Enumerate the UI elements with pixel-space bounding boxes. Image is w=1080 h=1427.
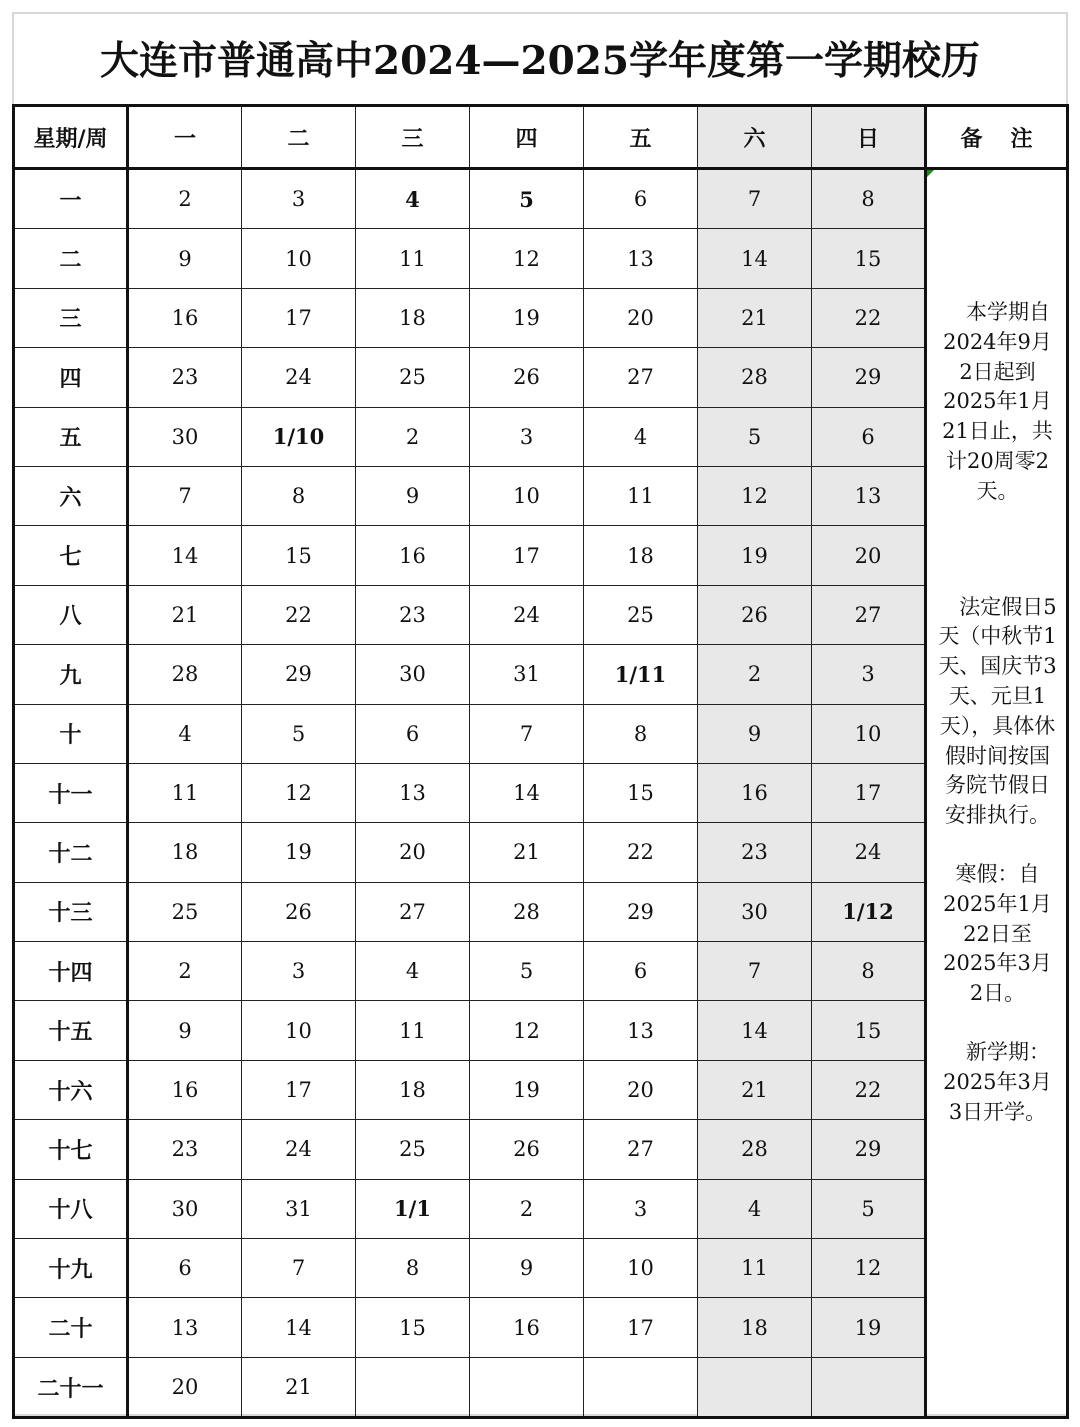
date-cell: 14: [470, 763, 584, 822]
week-number-cell: 十三: [14, 882, 128, 941]
date-cell: 24: [470, 585, 584, 644]
date-cell: 18: [356, 288, 470, 347]
date-cell: 18: [356, 1060, 470, 1119]
week-column-header: 星期/周: [14, 106, 128, 169]
date-cell: 27: [584, 348, 698, 407]
week-number-cell: 十九: [14, 1239, 128, 1298]
date-cell: 26: [242, 882, 356, 941]
notes-header: 备注: [926, 106, 1068, 169]
week-row: [14, 526, 1068, 585]
spacer: [937, 507, 1058, 593]
date-cell: 8: [584, 704, 698, 763]
date-cell: 23: [356, 585, 470, 644]
week-row: [14, 1001, 1068, 1060]
new-term-note: 新学期：2025年3月3日开学。: [943, 1039, 1052, 1124]
date-cell: 23: [698, 823, 812, 882]
day-header-thu: 四: [470, 106, 584, 169]
date-cell: 7: [470, 704, 584, 763]
date-cell: 16: [470, 1298, 584, 1357]
date-cell: 28: [128, 645, 242, 704]
date-cell: 1/1: [356, 1179, 470, 1238]
date-cell: 2: [128, 169, 242, 229]
date-cell: 8: [356, 1239, 470, 1298]
week-row: [14, 645, 1068, 704]
date-cell: 14: [698, 229, 812, 288]
week-number-cell: 一: [14, 169, 128, 229]
date-cell: 19: [242, 823, 356, 882]
date-cell: 13: [584, 1001, 698, 1060]
date-cell: 3: [584, 1179, 698, 1238]
date-cell: [584, 1357, 698, 1417]
date-cell: 19: [698, 526, 812, 585]
date-cell: 19: [812, 1298, 926, 1357]
week-row: [14, 763, 1068, 822]
date-cell: 16: [698, 763, 812, 822]
date-cell: 12: [698, 466, 812, 525]
date-cell: 9: [128, 1001, 242, 1060]
school-calendar-table: [12, 104, 1069, 1419]
week-row: [14, 585, 1068, 644]
day-header-fri: 五: [584, 106, 698, 169]
date-cell: 1/10: [242, 407, 356, 466]
comment-marker-icon: [927, 170, 934, 177]
day-header-mon: 一: [128, 106, 242, 169]
date-cell: 22: [812, 1060, 926, 1119]
date-cell: 18: [698, 1298, 812, 1357]
date-cell: 23: [128, 348, 242, 407]
date-cell: 20: [356, 823, 470, 882]
date-cell: 2: [698, 645, 812, 704]
date-cell: 26: [470, 1120, 584, 1179]
date-cell: 28: [698, 1120, 812, 1179]
date-cell: 1/11: [584, 645, 698, 704]
date-cell: 9: [356, 466, 470, 525]
date-cell: 31: [242, 1179, 356, 1238]
date-cell: 5: [812, 1179, 926, 1238]
date-cell: 3: [470, 407, 584, 466]
date-cell: 5: [470, 169, 584, 229]
day-header-sat: 六: [698, 106, 812, 169]
date-cell: 25: [356, 1120, 470, 1179]
holidays-note: 法定假日5天（中秋节1天、国庆节3天、元旦1天），具体休假时间按国务院节假日安排执行。: [938, 594, 1057, 828]
date-cell: 4: [128, 704, 242, 763]
date-cell: 19: [470, 1060, 584, 1119]
date-cell: 21: [470, 823, 584, 882]
date-cell: 6: [812, 407, 926, 466]
semester-dates-note: 本学期自2024年9月2日起到2025年1月21日止，共计20周零2天。: [942, 300, 1053, 503]
date-cell: 5: [242, 704, 356, 763]
week-row: [14, 1060, 1068, 1119]
week-row: [14, 1179, 1068, 1238]
date-cell: 11: [356, 229, 470, 288]
date-cell: 7: [128, 466, 242, 525]
date-cell: [698, 1357, 812, 1417]
day-header-sun: 日: [812, 106, 926, 169]
week-row: [14, 348, 1068, 407]
date-cell: 17: [470, 526, 584, 585]
week-number-cell: 十八: [14, 1179, 128, 1238]
date-cell: 28: [470, 882, 584, 941]
date-cell: 25: [584, 585, 698, 644]
date-cell: 20: [128, 1357, 242, 1417]
week-row: [14, 1298, 1068, 1357]
spacer: [937, 1009, 1058, 1038]
date-cell: 6: [584, 169, 698, 229]
date-cell: 11: [128, 763, 242, 822]
date-cell: 29: [812, 348, 926, 407]
week-number-cell: 二十: [14, 1298, 128, 1357]
notes-cell: [926, 169, 1068, 1418]
date-cell: 29: [584, 882, 698, 941]
date-cell: 12: [470, 1001, 584, 1060]
date-cell: 9: [128, 229, 242, 288]
date-cell: 17: [812, 763, 926, 822]
date-cell: 29: [812, 1120, 926, 1179]
day-header-tue: 二: [242, 106, 356, 169]
date-cell: 15: [812, 1001, 926, 1060]
date-cell: 27: [812, 585, 926, 644]
date-cell: 30: [128, 1179, 242, 1238]
day-header-wed: 三: [356, 106, 470, 169]
date-cell: 12: [242, 763, 356, 822]
week-row: [14, 229, 1068, 288]
date-cell: 10: [812, 704, 926, 763]
week-number-cell: 七: [14, 526, 128, 585]
date-cell: 15: [242, 526, 356, 585]
date-cell: 13: [584, 229, 698, 288]
date-cell: 6: [356, 704, 470, 763]
date-cell: 17: [242, 1060, 356, 1119]
date-cell: 14: [128, 526, 242, 585]
date-cell: 7: [242, 1239, 356, 1298]
week-number-cell: 十五: [14, 1001, 128, 1060]
date-cell: 12: [812, 1239, 926, 1298]
date-cell: [356, 1357, 470, 1417]
date-cell: 16: [128, 1060, 242, 1119]
week-number-cell: 十一: [14, 763, 128, 822]
date-cell: 14: [698, 1001, 812, 1060]
date-cell: 2: [470, 1179, 584, 1238]
date-cell: 3: [242, 942, 356, 1001]
week-row: [14, 882, 1068, 941]
date-cell: 13: [128, 1298, 242, 1357]
date-cell: 8: [812, 169, 926, 229]
date-cell: 23: [128, 1120, 242, 1179]
date-cell: 25: [356, 348, 470, 407]
week-number-cell: 八: [14, 585, 128, 644]
date-cell: 18: [584, 526, 698, 585]
week-number-cell: 四: [14, 348, 128, 407]
date-cell: 10: [584, 1239, 698, 1298]
week-row: [14, 823, 1068, 882]
date-cell: 31: [470, 645, 584, 704]
date-cell: 27: [584, 1120, 698, 1179]
date-cell: 3: [242, 169, 356, 229]
date-cell: 21: [242, 1357, 356, 1417]
date-cell: 25: [128, 882, 242, 941]
date-cell: 21: [698, 1060, 812, 1119]
date-cell: 15: [356, 1298, 470, 1357]
date-cell: 24: [242, 1120, 356, 1179]
date-cell: 11: [584, 466, 698, 525]
date-cell: 27: [356, 882, 470, 941]
date-cell: 21: [698, 288, 812, 347]
date-cell: 3: [812, 645, 926, 704]
date-cell: [470, 1357, 584, 1417]
date-cell: 4: [584, 407, 698, 466]
week-number-cell: 十七: [14, 1120, 128, 1179]
week-row: [14, 1120, 1068, 1179]
date-cell: 17: [242, 288, 356, 347]
date-cell: 28: [698, 348, 812, 407]
date-cell: 2: [356, 407, 470, 466]
date-cell: 10: [242, 1001, 356, 1060]
date-cell: 15: [584, 763, 698, 822]
date-cell: 7: [698, 942, 812, 1001]
date-cell: 5: [698, 407, 812, 466]
spacer: [937, 831, 1058, 860]
week-number-cell: 六: [14, 466, 128, 525]
week-number-cell: 九: [14, 645, 128, 704]
date-cell: 26: [698, 585, 812, 644]
week-row: [14, 942, 1068, 1001]
week-number-cell: 三: [14, 288, 128, 347]
date-cell: 8: [812, 942, 926, 1001]
date-cell: 7: [698, 169, 812, 229]
week-number-cell: 二十一: [14, 1357, 128, 1417]
winter-break-note: 寒假：自2025年1月22日至2025年3月2日。: [943, 861, 1052, 1006]
week-number-cell: 二: [14, 229, 128, 288]
date-cell: 8: [242, 466, 356, 525]
header-row: [14, 106, 1068, 169]
week-row: [14, 288, 1068, 347]
date-cell: 6: [128, 1239, 242, 1298]
date-cell: 17: [584, 1298, 698, 1357]
date-cell: 2: [128, 942, 242, 1001]
date-cell: 6: [584, 942, 698, 1001]
date-cell: 20: [584, 1060, 698, 1119]
date-cell: 22: [584, 823, 698, 882]
week-row: [14, 407, 1068, 466]
week-number-cell: 十: [14, 704, 128, 763]
date-cell: 29: [242, 645, 356, 704]
date-cell: 15: [812, 229, 926, 288]
date-cell: 16: [356, 526, 470, 585]
date-cell: 21: [128, 585, 242, 644]
date-cell: 9: [470, 1239, 584, 1298]
date-cell: 30: [698, 882, 812, 941]
date-cell: 20: [812, 526, 926, 585]
week-row: [14, 466, 1068, 525]
date-cell: 9: [698, 704, 812, 763]
date-cell: 24: [812, 823, 926, 882]
date-cell: 1/12: [812, 882, 926, 941]
date-cell: 18: [128, 823, 242, 882]
week-row: [14, 704, 1068, 763]
date-cell: 4: [698, 1179, 812, 1238]
week-number-cell: 十二: [14, 823, 128, 882]
date-cell: 22: [242, 585, 356, 644]
date-cell: 10: [242, 229, 356, 288]
week-number-cell: 五: [14, 407, 128, 466]
date-cell: 10: [470, 466, 584, 525]
date-cell: 11: [356, 1001, 470, 1060]
date-cell: 14: [242, 1298, 356, 1357]
date-cell: 13: [812, 466, 926, 525]
date-cell: 11: [698, 1239, 812, 1298]
page-title: 大连市普通高中2024—2025学年度第一学期校历: [99, 38, 981, 84]
date-cell: 4: [356, 169, 470, 229]
date-cell: 4: [356, 942, 470, 1001]
week-row: [14, 1357, 1068, 1417]
date-cell: 20: [584, 288, 698, 347]
week-row: [14, 169, 1068, 229]
date-cell: 22: [812, 288, 926, 347]
date-cell: [812, 1357, 926, 1417]
date-cell: 19: [470, 288, 584, 347]
date-cell: 13: [356, 763, 470, 822]
date-cell: 24: [242, 348, 356, 407]
date-cell: 5: [470, 942, 584, 1001]
date-cell: 12: [470, 229, 584, 288]
week-row: [14, 1239, 1068, 1298]
week-number-cell: 十六: [14, 1060, 128, 1119]
date-cell: 30: [128, 407, 242, 466]
date-cell: 16: [128, 288, 242, 347]
date-cell: 26: [470, 348, 584, 407]
date-cell: 30: [356, 645, 470, 704]
week-number-cell: 十四: [14, 942, 128, 1001]
